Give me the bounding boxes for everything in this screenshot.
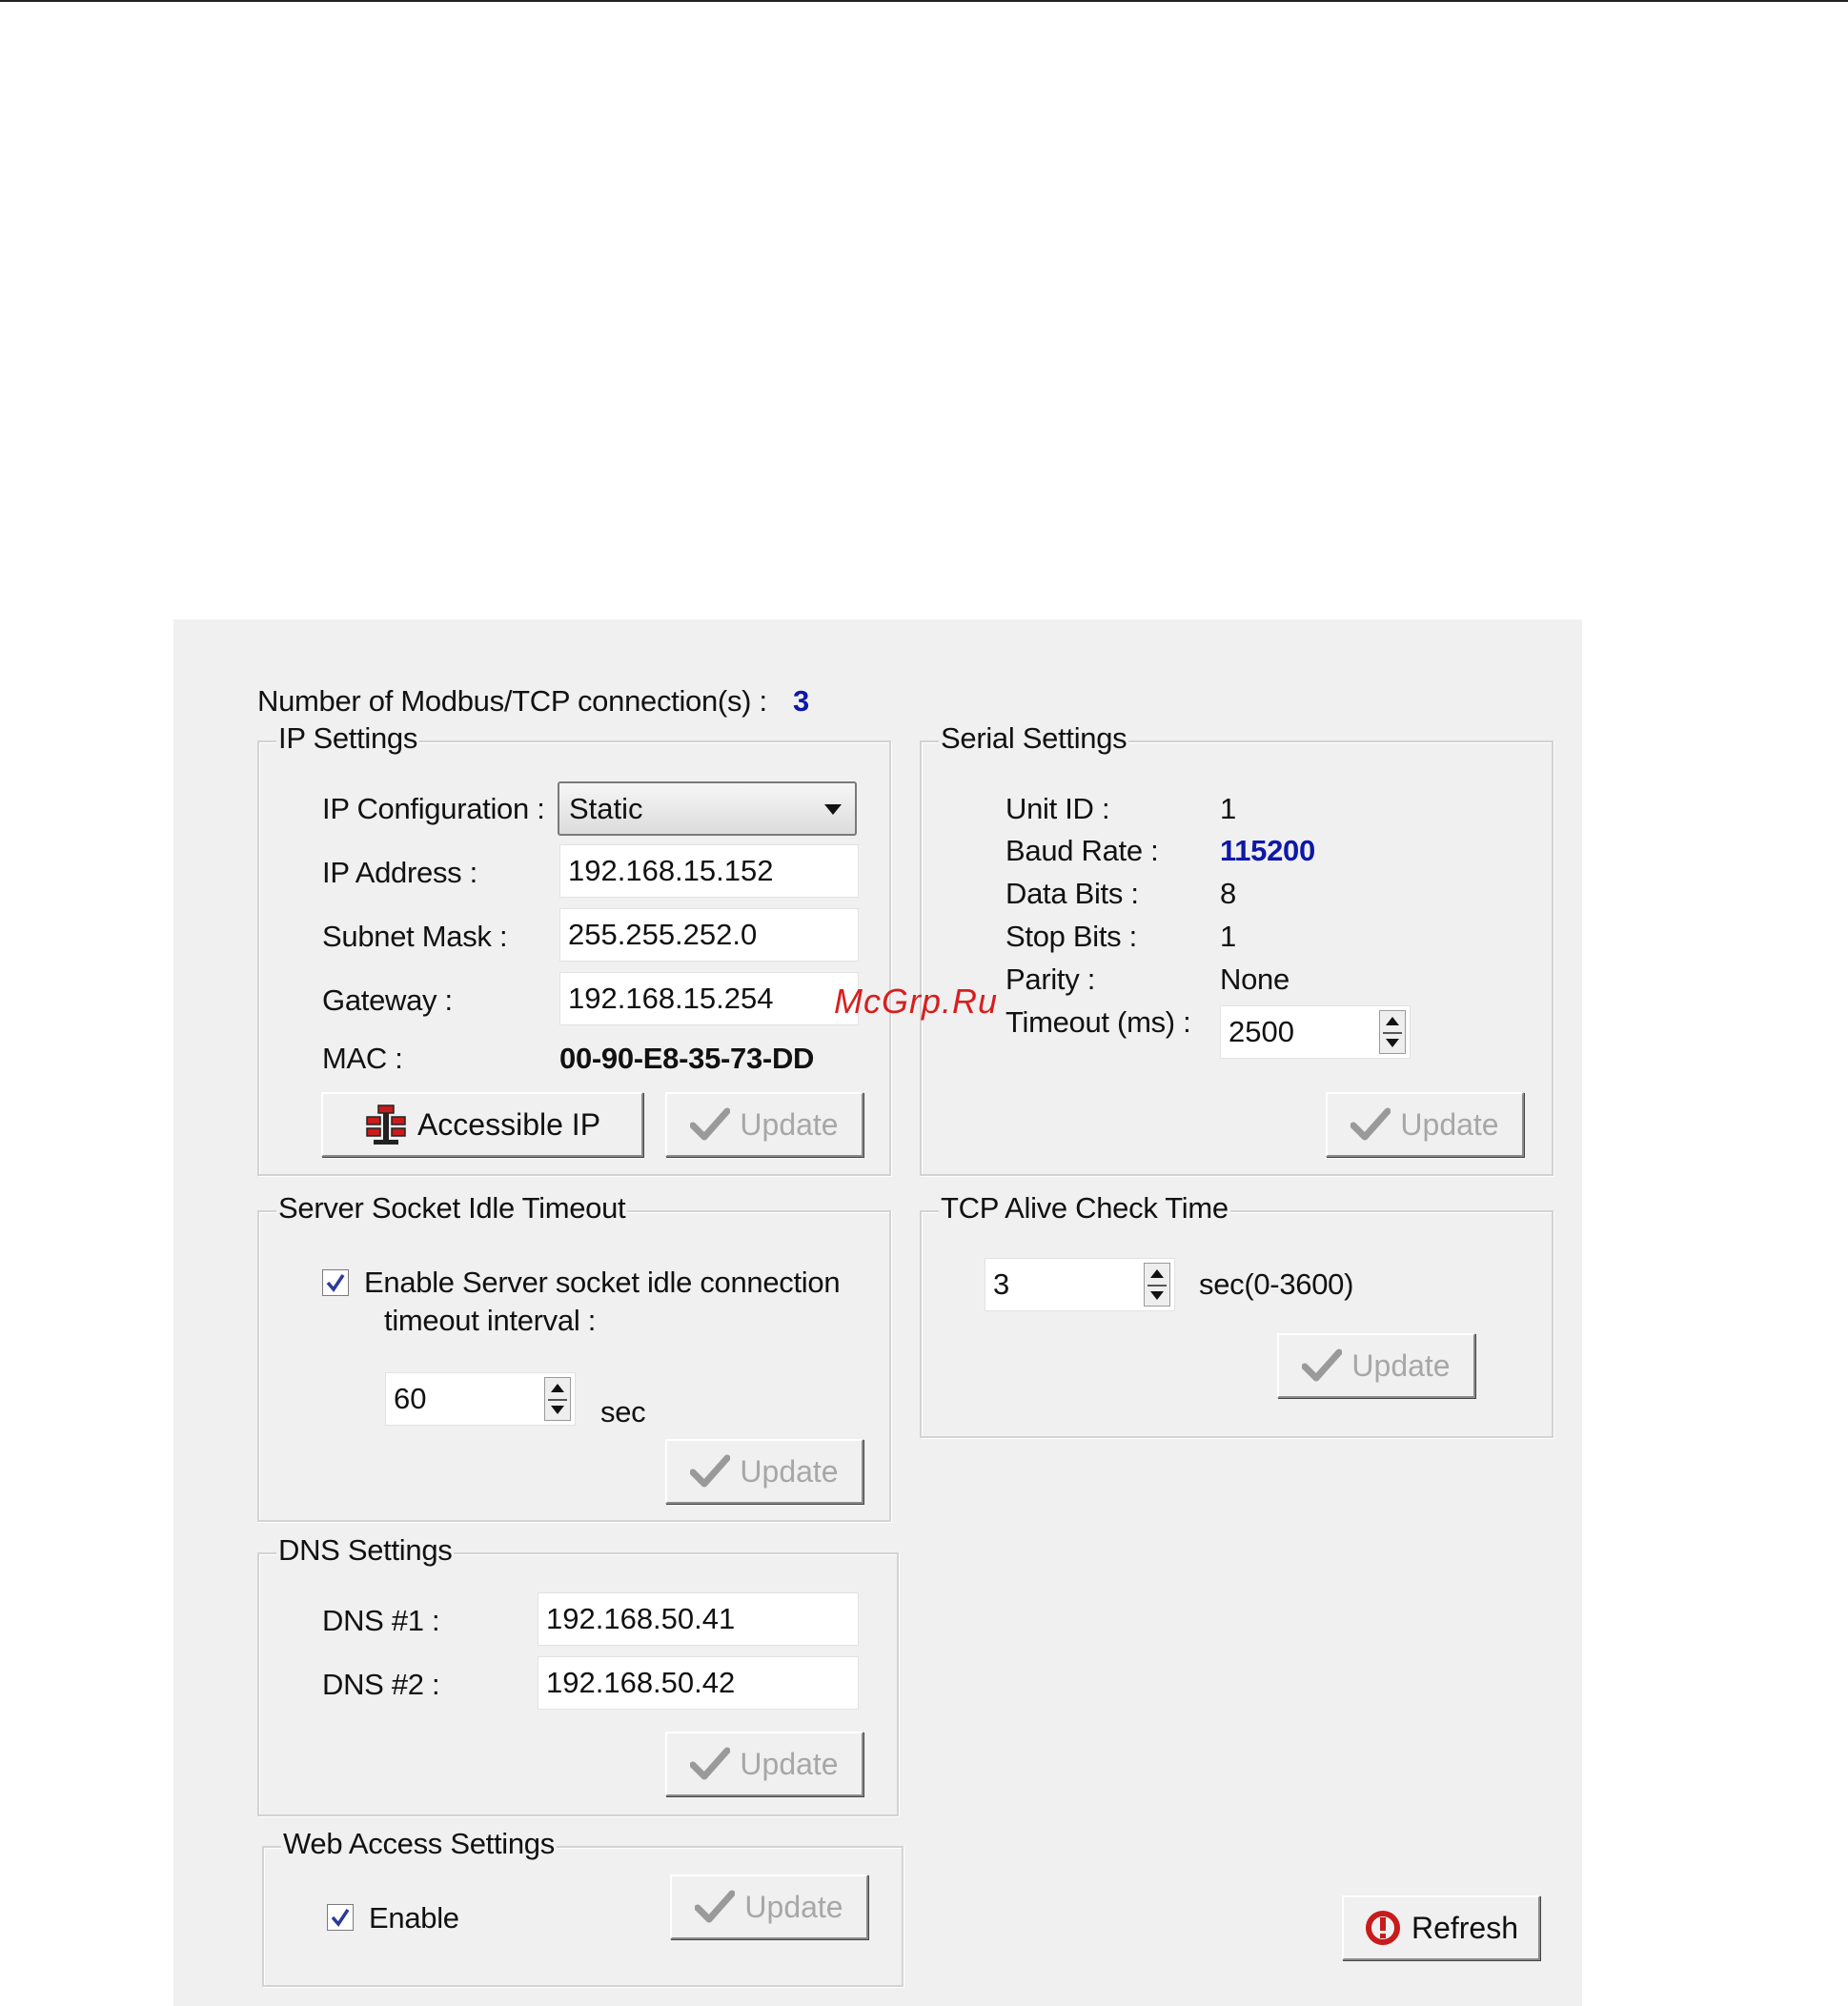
accessible-ip-button[interactable] — [321, 1092, 643, 1157]
timeout-label: Timeout (ms) : — [1005, 1005, 1191, 1039]
server-socket-unit: sec — [600, 1395, 646, 1429]
web-access-update-button[interactable] — [670, 1874, 868, 1939]
tcp-alive-group — [920, 1191, 1554, 1438]
ip-address-value: 192.168.15.152 — [568, 854, 774, 887]
web-access-enable-label: Enable — [369, 1901, 459, 1935]
web-access-group — [262, 1827, 904, 1987]
subnet-mask-label: Subnet Mask : — [322, 920, 508, 953]
checkmark-icon — [690, 1454, 730, 1489]
server-socket-title: Server Socket Idle Timeout — [278, 1191, 626, 1225]
stop-bits-value: 1 — [1220, 920, 1236, 953]
server-socket-update-button[interactable] — [665, 1439, 863, 1504]
ip-update-label: Update — [740, 1106, 839, 1142]
tcp-alive-input[interactable] — [985, 1258, 1175, 1311]
baud-rate-value: 115200 — [1220, 834, 1315, 867]
subnet-mask-value: 255.255.252.0 — [568, 918, 758, 951]
ip-config-value: Static — [569, 791, 643, 825]
checkmark-icon — [690, 1107, 730, 1142]
dns2-input[interactable] — [538, 1656, 859, 1710]
mac-label: MAC : — [322, 1042, 403, 1075]
parity-value: None — [1220, 962, 1290, 996]
connections-label: Number of Modbus/TCP connection(s) : — [257, 684, 767, 718]
web-access-update-label: Update — [744, 1889, 843, 1924]
ip-address-input[interactable] — [559, 844, 859, 898]
ip-update-button[interactable] — [665, 1092, 863, 1157]
dns2-label: DNS #2 : — [322, 1668, 440, 1701]
gateway-input[interactable] — [559, 972, 859, 1025]
settings-panel — [173, 619, 1582, 2006]
serial-timeout-value: 2500 — [1229, 1015, 1294, 1048]
serial-timeout-input[interactable] — [1220, 1005, 1411, 1059]
server-socket-enable-label-2: timeout interval : — [384, 1304, 597, 1337]
mac-value: 00-90-E8-35-73-DD — [559, 1042, 815, 1075]
data-bits-value: 8 — [1220, 877, 1236, 910]
tcp-alive-unit: sec(0-3600) — [1199, 1267, 1354, 1301]
ip-config-dropdown[interactable] — [558, 781, 857, 836]
baud-rate-label: Baud Rate : — [1005, 834, 1159, 867]
ip-config-label: IP Configuration : — [322, 792, 545, 825]
dns-update-button[interactable] — [665, 1732, 863, 1796]
network-hosts-icon — [364, 1104, 408, 1145]
stop-bits-label: Stop Bits : — [1005, 920, 1137, 953]
spinner-arrows-icon[interactable] — [1379, 1010, 1406, 1054]
data-bits-label: Data Bits : — [1005, 877, 1139, 910]
spinner-arrows-icon[interactable] — [1144, 1263, 1170, 1307]
checkmark-icon — [1302, 1348, 1342, 1383]
serial-settings-title: Serial Settings — [941, 721, 1127, 755]
gateway-label: Gateway : — [322, 983, 453, 1017]
checkmark-icon — [330, 1907, 351, 1928]
checkmark-icon — [690, 1747, 730, 1781]
server-socket-timeout-input[interactable] — [385, 1372, 576, 1426]
checkmark-icon — [695, 1890, 735, 1924]
dns-update-label: Update — [740, 1746, 839, 1781]
subnet-mask-input[interactable] — [559, 908, 859, 962]
ip-address-label: IP Address : — [322, 856, 477, 889]
dns-settings-group — [257, 1533, 899, 1816]
refresh-button[interactable] — [1342, 1895, 1540, 1960]
unit-id-label: Unit ID : — [1005, 792, 1110, 825]
tcp-alive-title: TCP Alive Check Time — [941, 1191, 1229, 1225]
chevron-down-icon[interactable] — [824, 804, 842, 815]
dns-settings-title: DNS Settings — [278, 1533, 453, 1567]
web-access-enable-checkbox[interactable] — [327, 1904, 354, 1931]
server-socket-timeout-value: 60 — [394, 1382, 427, 1415]
web-access-title: Web Access Settings — [283, 1827, 555, 1860]
ip-settings-group — [257, 721, 891, 1176]
connections-count: 3 — [793, 684, 809, 718]
checkmark-icon — [325, 1272, 346, 1293]
server-socket-enable-checkbox[interactable] — [322, 1269, 349, 1296]
server-socket-group — [257, 1191, 891, 1522]
spinner-arrows-icon[interactable] — [544, 1377, 571, 1421]
tcp-alive-update-button[interactable] — [1277, 1333, 1475, 1398]
serial-update-label: Update — [1400, 1106, 1499, 1142]
serial-update-button[interactable] — [1326, 1092, 1524, 1157]
accessible-ip-label: Accessible IP — [416, 1106, 601, 1142]
ip-settings-title: IP Settings — [278, 721, 418, 755]
top-border-line — [0, 0, 1848, 2]
checkmark-icon — [1350, 1107, 1391, 1142]
tcp-alive-update-label: Update — [1351, 1347, 1451, 1383]
server-socket-update-label: Update — [740, 1453, 839, 1489]
gateway-value: 192.168.15.254 — [568, 982, 774, 1015]
watermark-text: McGrp.Ru — [834, 982, 999, 1021]
dns1-label: DNS #1 : — [322, 1604, 440, 1637]
server-socket-enable-label: Enable Server socket idle connection — [364, 1266, 841, 1299]
dns2-value: 192.168.50.42 — [546, 1666, 736, 1699]
serial-settings-group — [920, 721, 1554, 1176]
dns1-value: 192.168.50.41 — [546, 1602, 736, 1635]
refresh-label: Refresh — [1411, 1910, 1519, 1945]
tcp-alive-value: 3 — [993, 1267, 1010, 1301]
dns1-input[interactable] — [538, 1592, 859, 1646]
unit-id-value: 1 — [1220, 792, 1236, 825]
refresh-icon — [1364, 1909, 1402, 1947]
parity-label: Parity : — [1005, 962, 1096, 996]
